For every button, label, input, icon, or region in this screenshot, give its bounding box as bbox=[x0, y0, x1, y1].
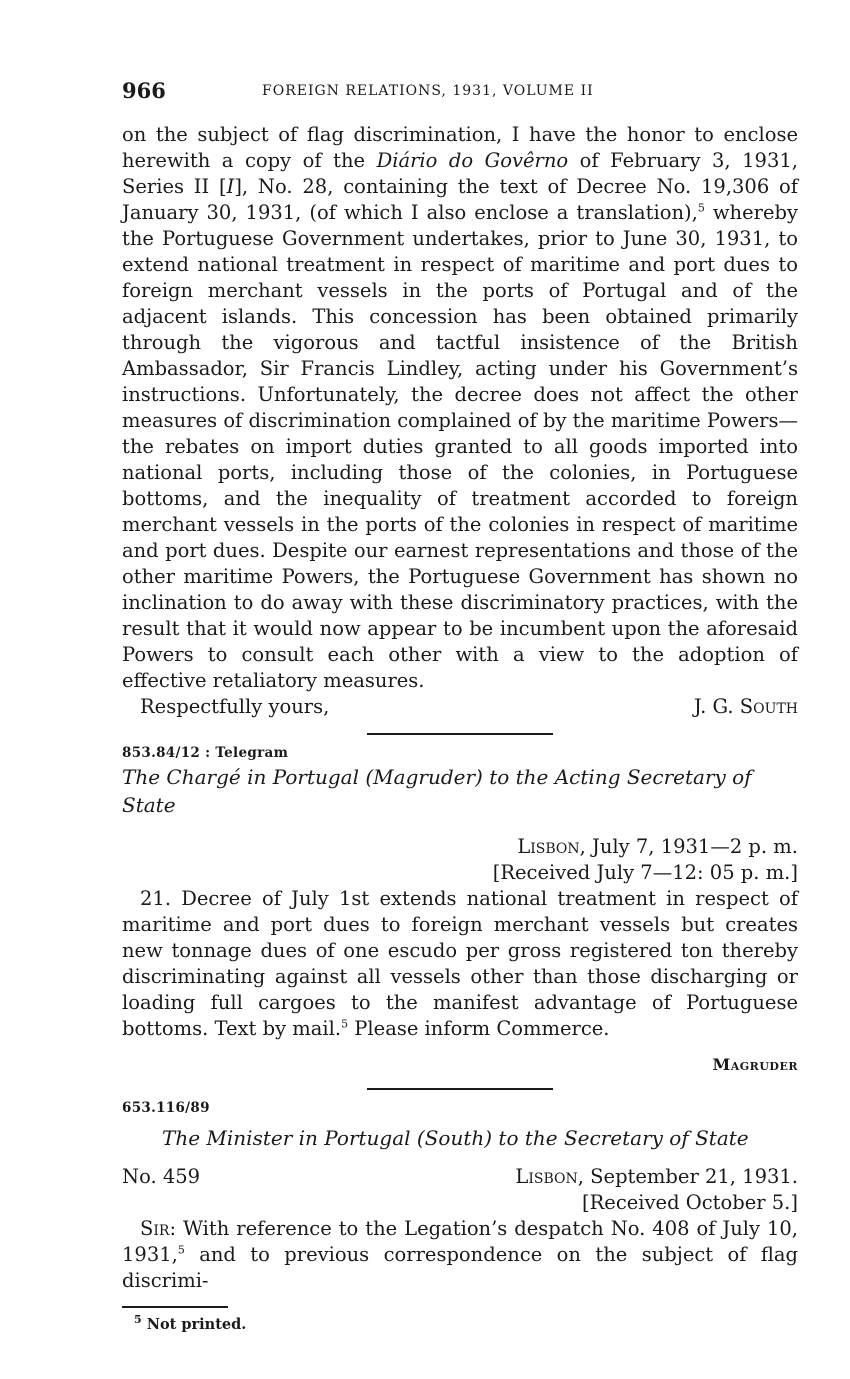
document-page bbox=[122, 78, 798, 1333]
document-caption: The Minister in Portugal (South) to the Secretary of State bbox=[162, 1126, 749, 1150]
closing-phrase: Respectfully yours, bbox=[140, 695, 330, 718]
page-number: 966 bbox=[122, 78, 166, 103]
letter-closing bbox=[122, 694, 798, 720]
signature: J. G. South bbox=[693, 695, 798, 718]
section-divider bbox=[367, 733, 553, 735]
place: Lisbon, bbox=[517, 835, 586, 858]
place: Lisbon, bbox=[515, 1165, 584, 1188]
file-number: 853.84/12 : Telegram bbox=[122, 745, 289, 761]
letter-body: on the subject of flag discrimination, I have the honor to enclose herewith a copy of the Diário do Govêrno of February 3, 1931, Series II [I], No. 28, containing the text of Decree No. 19,306 of January 30, 1931, (of which I also enclose a translation),$^5$ whereby the Portuguese Government undertakes, prior to June 30, 1931, to extend national treatment in respect of maritime and port dues to foreign merchant vessels in the ports of Portugal and of the adjacent islands. This concession has been obtained primarily through the vigorous and tactful insistence of the British Ambassador, Sir Francis Lindley, acting under his Government’s instructions. Unfortunately, the decree does not affect the other measures of discrimination complained of by the maritime Powers—the rebates on import duties granted to all goods imported into national ports, including those of the colonies, in Portuguese bottoms, and the inequality of treatment accorded to foreign merchant vessels in the ports of the colonies in respect of maritime and port dues. Despite our earnest representations and those of the other maritime Powers, the Portuguese Government has shown no inclination to do away with these discriminatory practices, with the result that it would now appear to be incumbent upon the aforesaid Powers to consult each other with a view to the adoption of effective retaliatory measures. bbox=[122, 123, 798, 692]
date: September 21, 1931. bbox=[583, 1165, 798, 1188]
received-note: [Received October 5.] bbox=[581, 1191, 798, 1214]
footnote-ref: 5 bbox=[697, 201, 705, 215]
date: July 7, 1931—2 p. m. bbox=[585, 835, 798, 858]
dateline bbox=[122, 834, 798, 860]
page-header bbox=[122, 78, 798, 104]
telegram-body: 21. Decree of July 1st extends national treatment in respect of maritime and port dues to foreign merchant vessels but creates new tonnage dues of one escudo per gross registered ton thereby discriminating against all vessels other than those discharging or loading full cargoes to the manifest advantage of Portuguese bottoms. Text by mail.$^5$ Please inform Commerce. bbox=[122, 887, 798, 1040]
document-caption: The Chargé in Portugal (Magruder) to the Acting Secretary of State bbox=[122, 765, 752, 817]
footnote-ref: 5 bbox=[177, 1243, 185, 1257]
section-divider bbox=[367, 1088, 553, 1090]
salutation: Sir bbox=[140, 1217, 170, 1240]
footnote-divider bbox=[122, 1306, 228, 1308]
received-note: [Received July 7—12: 05 p. m.] bbox=[492, 861, 798, 884]
footnote-ref: 5 bbox=[341, 1017, 349, 1031]
publication-title: Diário do Govêrno bbox=[376, 149, 569, 172]
running-title: FOREIGN RELATIONS, 1931, VOLUME II bbox=[262, 83, 594, 99]
footnote: $^5$ Not printed. bbox=[134, 1312, 247, 1333]
despatch-body: Sir: With reference to the Legation’s despatch No. 408 of July 10, 1931,$^5$ and to previous correspondence on the subject of flag discrimi- bbox=[122, 1217, 798, 1292]
signature: Magruder bbox=[712, 1055, 798, 1074]
dateline bbox=[122, 1164, 798, 1190]
file-number: 653.116/89 bbox=[122, 1100, 210, 1116]
despatch-number: No. 459 bbox=[122, 1165, 201, 1188]
